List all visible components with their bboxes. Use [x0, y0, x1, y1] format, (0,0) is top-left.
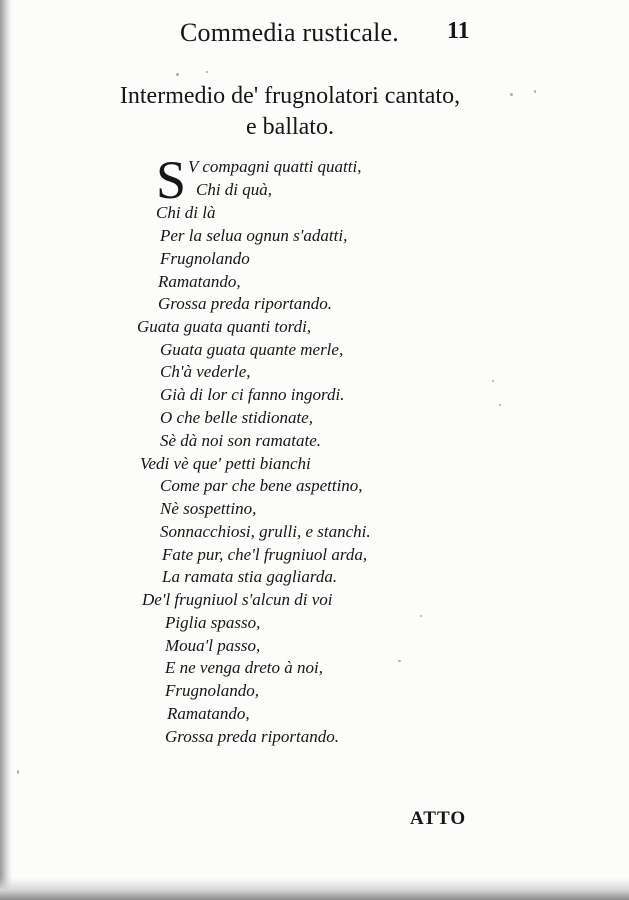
verse-line: Sonnacchiosi, grulli, e stanchi.: [160, 522, 371, 541]
verse-line: Grossa preda riportando.: [158, 294, 332, 313]
verse-line: Ch'à vederle,: [160, 362, 251, 381]
page-number: 11: [447, 18, 470, 44]
verse-line: Guata guata quanti tordi,: [137, 317, 312, 336]
verse-line: Per la selua ognun s'adatti,: [160, 226, 348, 245]
verse-line: O che belle stidionate,: [160, 408, 313, 427]
verse-line: Già di lor ci fanno ingordi.: [160, 385, 345, 404]
verse-line: E ne venga dreto à noi,: [165, 658, 323, 677]
verse-line: Ramatando,: [167, 704, 250, 723]
verse-line: Fate pur, che'l frugniuol arda,: [162, 545, 368, 564]
verse-line: Moua'l passo,: [165, 636, 261, 655]
verse-line: Sè dà noi son ramatate.: [160, 431, 322, 450]
section-heading-line-2: e ballato.: [246, 114, 334, 140]
verse-line: Nè sospettino,: [160, 499, 257, 518]
verse-line: V compagni quatti quatti,: [188, 157, 362, 176]
verse-line: Frugnolando,: [165, 681, 259, 700]
verse-line: Grossa preda riportando.: [165, 727, 339, 746]
running-head: Commedia rusticale.: [180, 18, 399, 47]
verse-line: Guata guata quante merle,: [160, 340, 344, 359]
verse-line: Frugnolando: [160, 249, 250, 268]
verse-line: Chi di quà,: [196, 180, 273, 199]
verse-line: La ramata stia gagliarda.: [162, 567, 338, 586]
verse-line: De'l frugniuol s'alcun di voi: [142, 590, 333, 609]
verse-line: Piglia spasso,: [165, 613, 261, 632]
verse-line: Come par che bene aspettino,: [160, 476, 363, 495]
drop-cap-initial: S: [156, 150, 187, 210]
verse-line: Ramatando,: [158, 272, 241, 291]
verse-line: Chi di là: [156, 203, 216, 222]
section-heading-line-1: Intermedio de' frugnolatori cantato,: [119, 83, 461, 109]
verse-line: Vedi vè que' petti bianchi: [140, 454, 311, 473]
catchword: ATTO: [410, 808, 467, 829]
